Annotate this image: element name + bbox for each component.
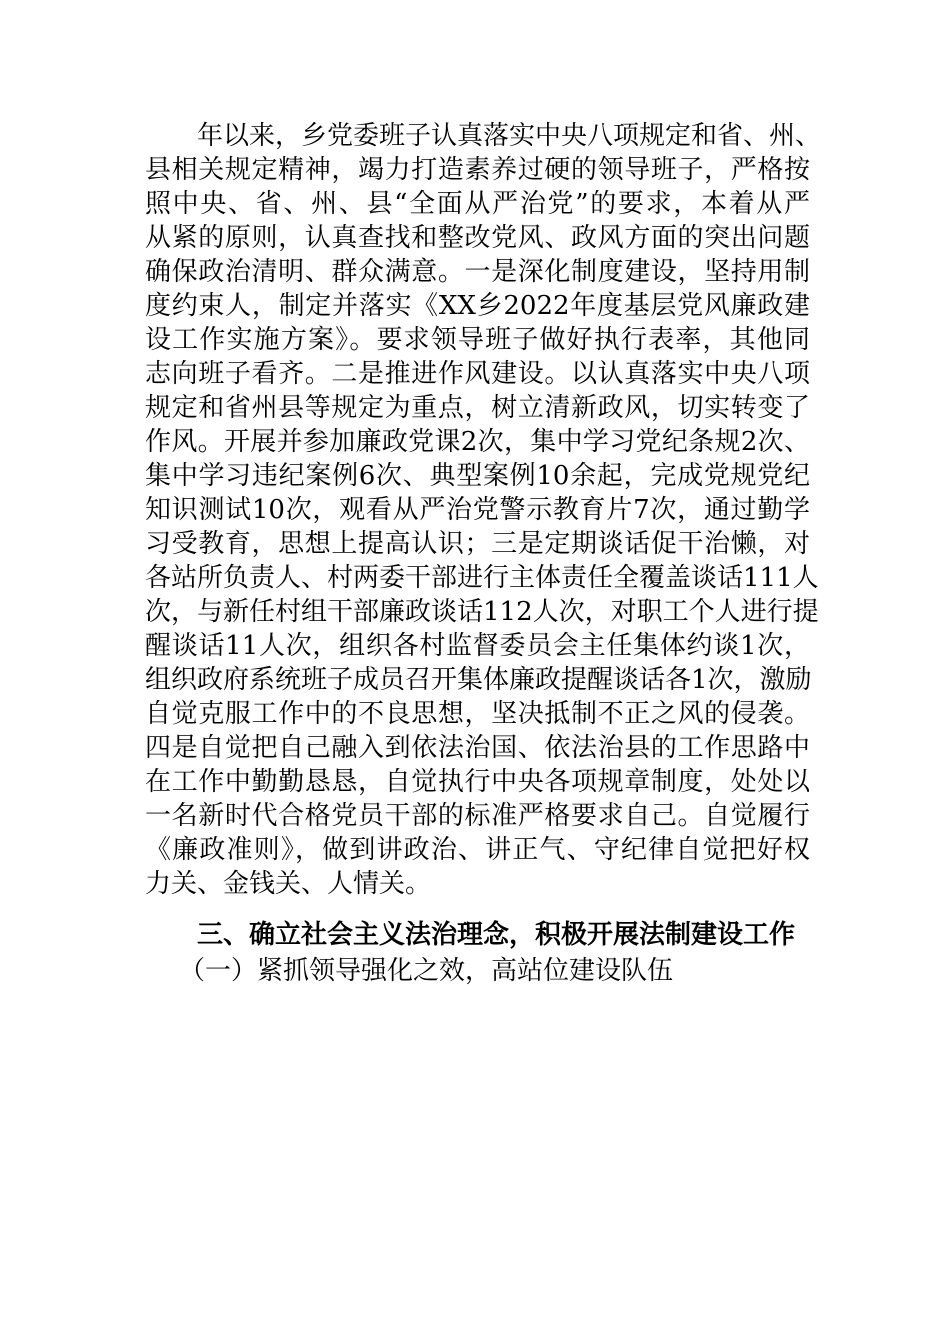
paragraph-line: 各站所负责人、村两委干部进行主体责任全覆盖谈话111人 [145, 563, 819, 593]
section-heading: 三、确立社会主义法治理念，积极开展法制建设工作 [197, 920, 796, 950]
paragraph-line: 志向班子看齐。二是推进作风建设。以认真落实中央八项 [145, 359, 810, 389]
paragraph-line: 确保政治清明、群众满意。一是深化制度建设，坚持用制 [145, 257, 810, 287]
paragraph-line: 自觉克服工作中的不良思想，坚决抵制不正之风的侵袭。 [145, 699, 810, 729]
paragraph-line: 照中央、省、州、县“全面从严治党”的要求，本着从严 [145, 189, 810, 219]
paragraph-line: 力关、金钱关、人情关。 [145, 869, 432, 899]
paragraph-line: 在工作中勤勤恳恳，自觉执行中央各项规章制度，处处以 [145, 767, 810, 797]
paragraph-line: 年以来，乡党委班子认真落实中央八项规定和省、州、 [197, 121, 822, 151]
paragraph-line: 集中学习违纪案例6次、典型案例10余起，完成党规党纪 [145, 461, 810, 491]
paragraph-line: 组织政府系统班子成员召开集体廉政提醒谈话各1次，激励 [145, 665, 812, 695]
paragraph-line: 次，与新任村组干部廉政谈话112人次，对职工个人进行提 [145, 597, 819, 627]
paragraph-line: 作风。开展并参加廉政党课2次，集中学习党纪条规2次、 [145, 427, 810, 457]
paragraph-line: 四是自觉把自己融入到依法治国、依法治县的工作思路中 [145, 733, 810, 763]
paragraph-line: 醒谈话11人次，组织各村监督委员会主任集体约谈1次， [145, 631, 810, 661]
paragraph-line: 度约束人，制定并落实《XX乡2022年度基层党风廉政建 [145, 291, 810, 321]
paragraph-line: 设工作实施方案》。要求领导班子做好执行表率，其他同 [145, 325, 810, 355]
paragraph-line: 从紧的原则，认真查找和整改党风、政风方面的突出问题 [145, 223, 810, 253]
paragraph-line: 《廉政准则》，做到讲政治、讲正气、守纪律自觉把好权 [145, 835, 810, 865]
paragraph-line: 习受教育，思想上提高认识；三是定期谈话促干治懒，对 [145, 529, 810, 559]
paragraph-line: 县相关规定精神，竭力打造素养过硬的领导班子，严格按 [145, 155, 810, 185]
paragraph-line: 知识测试10次，观看从严治党警示教育片7次，通过勤学 [145, 495, 810, 525]
subsection-heading: （一）紧抓领导强化之效，高站位建设队伍 [179, 956, 674, 986]
paragraph-line: 一名新时代合格党员干部的标准严格要求自己。自觉履行 [145, 801, 810, 831]
paragraph-line: 规定和省州县等规定为重点，树立清新政风，切实转变了 [145, 393, 810, 423]
